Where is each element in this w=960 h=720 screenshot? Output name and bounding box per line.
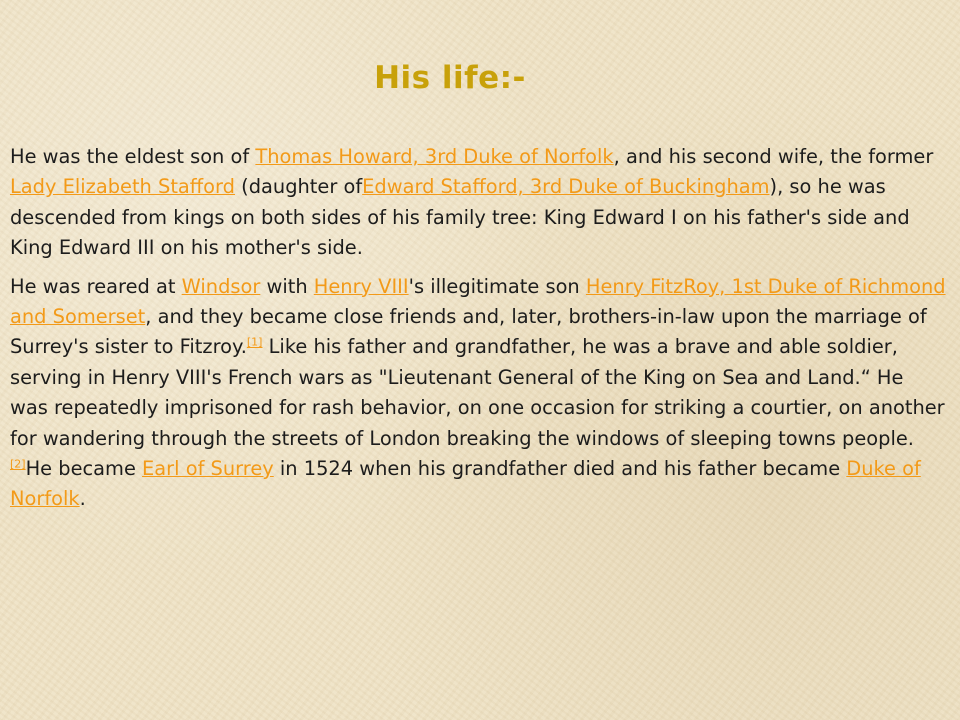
link-edward-stafford[interactable]: Edward Stafford, 3rd Duke of Buckingham xyxy=(362,175,770,199)
citation-link-1[interactable]: [1] xyxy=(246,335,263,349)
link-lady-elizabeth-stafford[interactable]: Lady Elizabeth Stafford xyxy=(10,175,235,199)
link-thomas-howard[interactable]: Thomas Howard, 3rd Duke of Norfolk xyxy=(255,145,614,168)
slide-body xyxy=(10,142,946,523)
text-segment: ), so he was descended from kings on both sides of his family tree: King Edward I on his father's side and King Edward III on his mother's side. xyxy=(10,175,910,260)
link-earl-of-surrey[interactable]: Earl of Surrey xyxy=(142,457,274,481)
text-segment: He became xyxy=(25,457,143,481)
text-segment: , and his second wife, the former xyxy=(613,145,934,168)
text-segment: He was the eldest son of xyxy=(10,145,256,168)
paragraph-family xyxy=(10,142,946,264)
text-segment: Like his father and grandfather, he was a brave and able soldier, serving in Henry VIII's French wars as "Lieutenant General of the King on Sea and Land.“ He was repeatedly imprisoned for rash behavior, on one occasion for striking a courtier, on another for wandering through the streets of London breaking the windows of sleeping towns people. xyxy=(10,335,945,450)
text-segment: . xyxy=(79,487,86,511)
citation-link-2[interactable]: [2] xyxy=(10,457,26,471)
text-segment: (daughter of xyxy=(234,175,363,199)
text-segment: in 1524 when his grandfather died and his father became xyxy=(273,457,847,481)
text-segment: He was reared at xyxy=(10,274,182,298)
link-windsor[interactable]: Windsor xyxy=(181,274,261,298)
slide-title: His life:- xyxy=(374,60,526,96)
link-henry-fitzroy[interactable]: Henry FitzRoy, 1st Duke of Richmond and Somerset xyxy=(10,274,946,329)
text-segment: , and they became close friends and, later, brothers-in-law upon the marriage of Surrey's sister to Fitzroy. xyxy=(10,305,927,359)
text-segment: with xyxy=(260,274,314,298)
link-duke-of-norfolk[interactable]: Duke of Norfolk xyxy=(10,457,921,511)
paragraph-early-life xyxy=(10,272,946,515)
text-segment: 's illegitimate son xyxy=(408,274,586,298)
link-henry-viii[interactable]: Henry VIII xyxy=(313,274,409,298)
